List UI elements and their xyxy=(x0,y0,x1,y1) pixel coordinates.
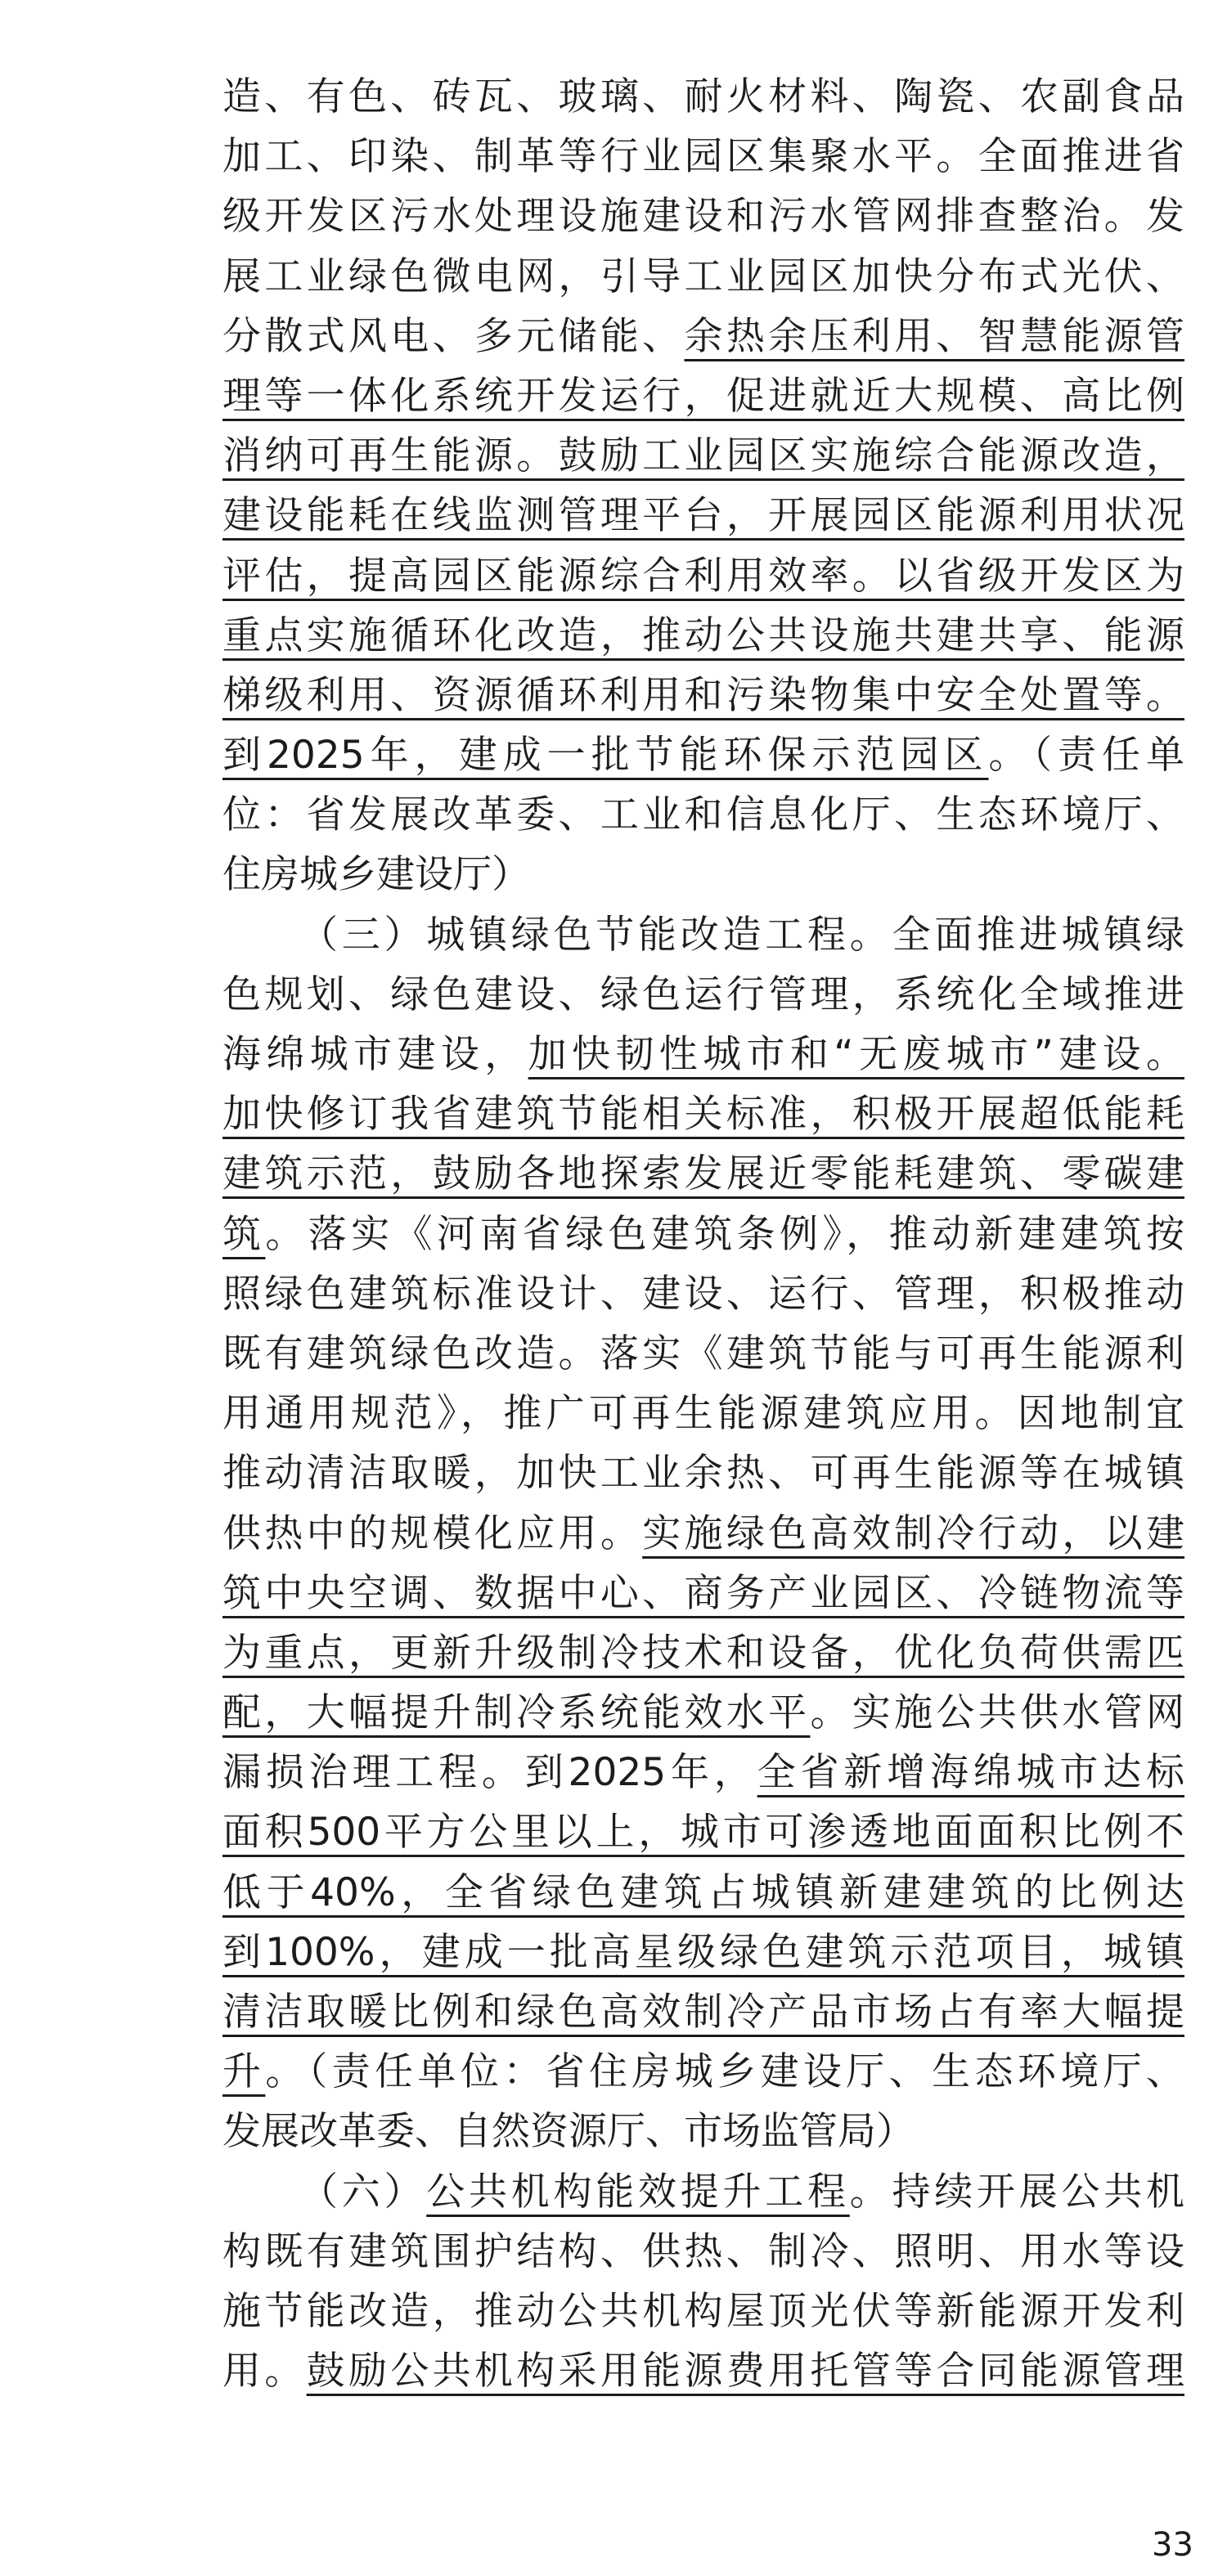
text-segment: 造、有色、砖瓦、玻璃、耐火材料、陶瓷、农副食品 xyxy=(222,74,1184,119)
text-line xyxy=(222,965,1184,1025)
underlined-text: 消纳可再生能源。鼓励工业园区实施综合能源改造， xyxy=(222,433,1184,479)
text-segment: 用通用规范》，推广可再生能源建筑应用。因地制宜 xyxy=(222,1391,1184,1437)
text-segment: 展工业绿色微电网，引导工业园区加快分布式光伏、 xyxy=(222,254,1184,299)
underlined-text: 面积500平方公里以上，城市可渗透地面面积比例不 xyxy=(222,1810,1184,1856)
text-segment: 供热中的规模化应用。 xyxy=(222,1510,643,1556)
text-segment: 。落实《河南省绿色建筑条例》，推动新建建筑按 xyxy=(265,1211,1185,1257)
underlined-text: 为重点，更新升级制冷技术和设备，优化负荷供需匹 xyxy=(222,1630,1184,1676)
text-segment: 漏损治理工程。到2025年， xyxy=(222,1750,757,1796)
text-line xyxy=(222,1025,1184,1084)
text-segment: 海绵城市建设， xyxy=(222,1032,528,1077)
underlined-text: 余热余压利用、智慧能源管 xyxy=(684,313,1184,359)
text-segment: 分散式风电、多元储能、 xyxy=(222,313,685,359)
text-segment: 照绿色建筑标准设计、建设、运行、管理，积极推动 xyxy=(222,1271,1184,1317)
text-line xyxy=(222,1623,1184,1683)
underlined-text: 建筑示范，鼓励各地探索发展近零能耗建筑、零碳建 xyxy=(222,1151,1184,1197)
text-segment: 。（责任单位：省住房城乡建设厅、生态环境厅、 xyxy=(265,2049,1185,2095)
text-line xyxy=(222,2222,1184,2282)
text-line xyxy=(222,905,1184,965)
underlined-text: 加快修订我省建筑节能相关标准，积极开展超低能耗 xyxy=(222,1092,1184,1138)
text-segment: 推动清洁取暖，加快工业余热、可再生能源等在城镇 xyxy=(222,1451,1184,1497)
text-line xyxy=(222,366,1184,426)
text-line xyxy=(222,2162,1184,2222)
text-line xyxy=(222,1384,1184,1443)
text-line xyxy=(222,1084,1184,1144)
text-segment: 既有建筑绿色改造。落实《建筑节能与可再生能源利 xyxy=(222,1331,1184,1376)
document-body xyxy=(222,67,1184,2401)
text-line xyxy=(222,1144,1184,1204)
text-segment: 住房城乡建设厅） xyxy=(222,852,530,898)
underlined-text: 鼓励公共机构采用能源费用托管等合同能源管理 xyxy=(306,2349,1185,2394)
text-line xyxy=(222,845,1184,904)
underlined-text: 加快韧性城市和“无废城市”建设。 xyxy=(528,1032,1184,1077)
text-line xyxy=(222,1743,1184,1802)
text-line xyxy=(222,127,1184,186)
text-line xyxy=(222,486,1184,545)
text-line xyxy=(222,307,1184,366)
text-segment: 构既有建筑围护结构、供热、制冷、照明、用水等设 xyxy=(222,2228,1184,2274)
text-segment: 施节能改造，推动公共机构屋顶光伏等新能源开发利 xyxy=(222,2288,1184,2334)
underlined-text: 清洁取暖比例和绿色高效制冷产品市场占有率大幅提 xyxy=(222,1990,1184,2035)
text-line xyxy=(222,1264,1184,1324)
text-segment: （三）城镇绿色节能改造工程。全面推进城镇绿 xyxy=(299,912,1184,958)
text-line xyxy=(222,1982,1184,2042)
text-segment: 色规划、绿色建设、绿色运行管理，系统化全域推进 xyxy=(222,972,1184,1017)
underlined-text: 实施绿色高效制冷行动，以建 xyxy=(642,1510,1185,1556)
underlined-text: 到100%，建成一批高星级绿色建筑示范项目，城镇 xyxy=(222,1929,1184,1975)
page-number: 33 xyxy=(1152,2526,1193,2564)
text-line xyxy=(222,606,1184,666)
text-segment: 位：省发展改革委、工业和信息化厅、生态环境厅、 xyxy=(222,792,1184,838)
text-line xyxy=(222,785,1184,845)
text-line xyxy=(222,725,1184,785)
text-line xyxy=(222,1923,1184,1982)
text-line xyxy=(222,186,1184,246)
underlined-text: 全省新增海绵城市达标 xyxy=(757,1750,1184,1796)
text-line xyxy=(222,1802,1184,1862)
text-line xyxy=(222,2102,1184,2161)
text-segment: 。（责任单 xyxy=(988,733,1184,779)
underlined-text: 到2025年，建成一批节能环保示范园区 xyxy=(222,733,989,779)
underlined-text: 理等一体化系统开发运行，促进就近大规模、高比例 xyxy=(222,373,1184,419)
underlined-text: 配，大幅提升制冷系统能效水平 xyxy=(222,1690,811,1736)
underlined-text: 升 xyxy=(222,2049,266,2095)
text-line xyxy=(222,546,1184,606)
text-line xyxy=(222,2282,1184,2341)
text-line xyxy=(222,1443,1184,1503)
text-line xyxy=(222,1683,1184,1743)
text-segment: 发展改革委、自然资源厅、市场监管局） xyxy=(222,2109,915,2155)
text-line xyxy=(222,247,1184,307)
text-line xyxy=(222,1504,1184,1564)
underlined-text: 公共机构能效提升工程 xyxy=(426,2169,850,2215)
underlined-text: 筑 xyxy=(222,1211,266,1257)
text-line xyxy=(222,2341,1184,2401)
text-segment: 。实施公共供水管网 xyxy=(810,1690,1185,1736)
text-line xyxy=(222,666,1184,725)
underlined-text: 建设能耗在线监测管理平台，开展园区能源利用状况 xyxy=(222,493,1184,539)
text-line xyxy=(222,2042,1184,2102)
text-line xyxy=(222,67,1184,127)
text-segment: 。持续开展公共机 xyxy=(849,2169,1184,2215)
text-segment: 加工、印染、制革等行业园区集聚水平。全面推进省 xyxy=(222,134,1184,180)
text-line xyxy=(222,1564,1184,1623)
underlined-text: 评估，提高园区能源综合利用效率。以省级开发区为 xyxy=(222,553,1184,599)
underlined-text: 重点实施循环化改造，推动公共设施共建共享、能源 xyxy=(222,613,1184,658)
text-segment: （六） xyxy=(299,2169,427,2215)
underlined-text: 梯级利用、资源循环利用和污染物集中安全处置等。 xyxy=(222,672,1184,718)
text-line xyxy=(222,1324,1184,1384)
text-line xyxy=(222,1863,1184,1923)
text-line xyxy=(222,1205,1184,1264)
text-segment: 用。 xyxy=(222,2349,307,2394)
text-segment: 级开发区污水处理设施建设和污水管网排查整治。发 xyxy=(222,194,1184,240)
underlined-text: 低于40%，全省绿色建筑占城镇新建建筑的比例达 xyxy=(222,1869,1184,1915)
text-line xyxy=(222,426,1184,486)
underlined-text: 筑中央空调、数据中心、商务产业园区、冷链物流等 xyxy=(222,1570,1184,1616)
